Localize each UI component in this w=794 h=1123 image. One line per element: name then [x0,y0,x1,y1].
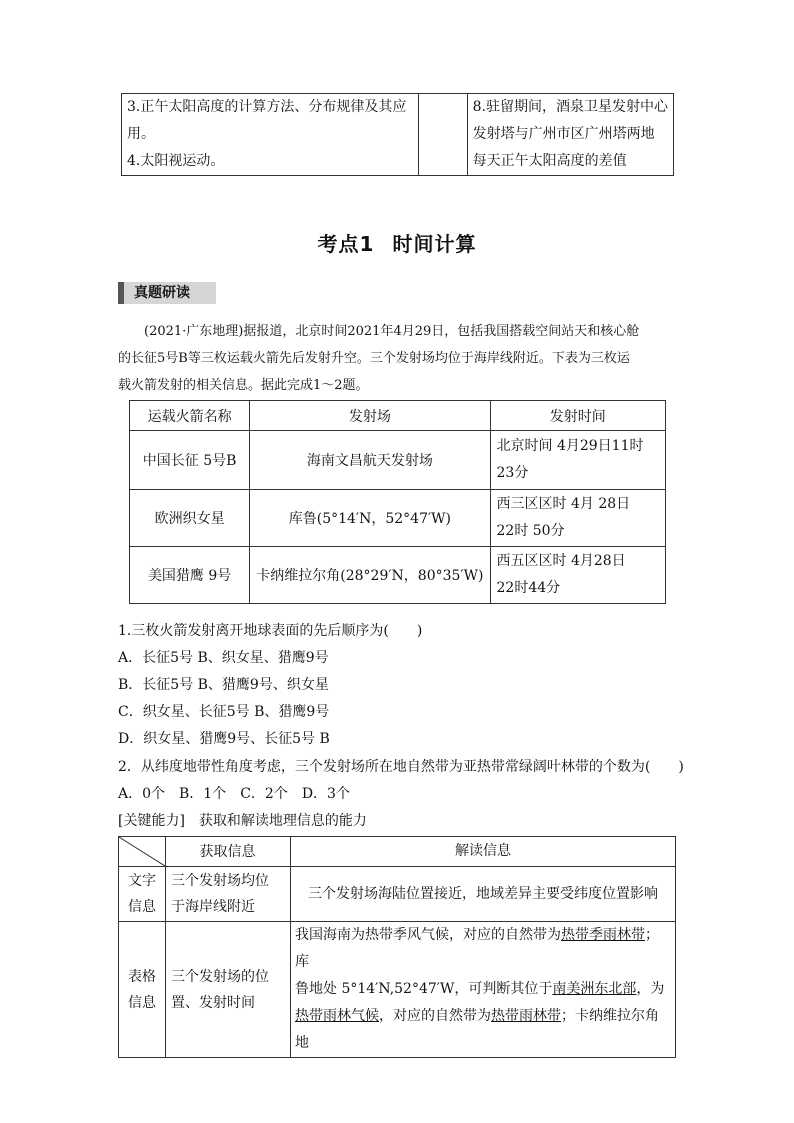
top-table-cell-right [467,94,673,176]
question-2: 2．从纬度地带性角度考虑，三个发射场所在地自然带为亚热带常绿阔叶林带的个数为( ) [118,759,684,775]
row-get-info [166,922,291,1058]
read-text: ，对应的自然带为 [379,1008,491,1024]
launch-time-line: 22时44分 [496,580,561,596]
top-cell-line: 3.正午太阳高度的计算方法、分布规律及其应 [127,99,407,115]
intro-paragraph [118,318,678,399]
rocket-name: 中国长征 5号B [130,431,250,490]
header-rocket-name: 运载火箭名称 [130,401,250,431]
launch-time-line: 23分 [496,465,529,481]
row-get-line: 于海岸线附近 [171,899,255,915]
question-1-option-a: A．长征5号 B、织女星、猎鹰9号 [118,650,329,666]
underlined-text: 南美洲东北部 [552,981,637,997]
read-line [295,922,671,976]
launch-time-line: 北京时间 4月29日11时 [496,438,644,454]
table-row [130,490,666,547]
read-line [295,1003,671,1057]
row-get-line: 三个发射场均位 [171,873,269,889]
row-get-info [166,867,291,922]
row-key [119,867,166,922]
launch-site: 库鲁(5°14′N，52°47′W) [250,490,490,547]
ability-table [118,836,676,1058]
diagonal-line [119,837,165,866]
header-launch-time: 发射时间 [490,401,665,431]
row-key-line: 信息 [128,994,156,1011]
read-text: ；卡纳维拉尔角地 [295,1008,659,1051]
row-get-line: 三个发射场的位 [171,968,269,985]
underlined-text: 热带雨林带 [491,1008,561,1024]
table-row [130,431,666,490]
section-banner: 真题研读 [118,282,216,304]
intro-line: 的长征5号B等三枚运载火箭先后发射升空。三个发射场均位于海岸线附近。下表为三枚运 [118,351,630,366]
ability-row [119,867,676,922]
ability-header-row [119,837,676,867]
question-1: 1.三枚火箭发射离开地球表面的先后顺序为( ) [118,623,423,639]
header-read-info: 解读信息 [291,837,676,867]
ability-row [119,922,676,1058]
rocket-name: 美国猎鹰 9号 [130,547,250,604]
top-cell-line: 8.驻留期间，酒泉卫星发射中心 [472,99,668,115]
launch-info-table [129,400,666,604]
top-cell-line: 发射塔与广州市区广州塔两地 [472,126,655,142]
section-title [0,228,794,257]
top-table [121,93,674,176]
question-2-options: A．0个 B．1个 C．2个 D．3个 [118,786,350,802]
read-text: ；库 [295,927,659,970]
launch-time [490,547,665,604]
launch-time-line: 22时 50分 [496,523,565,539]
header-get-info: 获取信息 [166,837,291,867]
underlined-text: 热带季雨林带 [561,927,645,943]
read-text: ，为 [636,981,665,997]
row-read-info [291,922,676,1058]
launch-time-line: 西五区区时 4月28日 [496,553,626,569]
launch-time [490,431,665,490]
diagonal-header-cell [119,837,166,867]
question-1-option-d: D．织女星、猎鹰9号、长征5号 B [118,731,330,747]
row-read-info: 三个发射场海陆位置接近，地域差异主要受纬度位置影响 [291,867,676,922]
read-text: 鲁地处 5°14′N,52°47′W，可判断其位于 [295,981,553,997]
underlined-text: 热带雨林气候 [295,1008,379,1024]
top-cell-line: 4.太阳视运动。 [127,153,225,169]
top-table-row [122,94,674,176]
intro-line: (2021·广东地理)据报道，北京时间2021年4月29日，包括我国搭载空间站天和核心舱 [144,324,640,339]
intro-line: 载火箭发射的相关信息。据此完成1～2题。 [118,378,369,393]
row-get-line: 置、发射时间 [171,994,255,1011]
launch-site: 卡纳维拉尔角(28°29′N，80°35′W) [250,547,490,604]
section-title-text: 时间计算 [392,232,477,256]
row-key-line: 文字 [128,873,156,889]
top-cell-line: 用。 [127,126,155,142]
row-key-line: 表格 [128,968,156,985]
row-key-line: 信息 [128,899,156,915]
launch-site: 海南文昌航天发射场 [250,431,490,490]
read-text: 我国海南为热带季风气候，对应的自然带为 [295,927,561,943]
table-row [130,547,666,604]
question-1-option-c: C．织女星、长征5号 B、猎鹰9号 [118,704,330,720]
top-cell-line: 每天正午太阳高度的差值 [472,153,627,169]
launch-time-line: 西三区区时 4月 28日 [496,496,631,512]
section-title-number: 考点1 [317,232,375,256]
top-table-cell-left [122,94,419,176]
table-header-row [130,401,666,431]
header-launch-site: 发射场 [250,401,490,431]
read-line [295,976,671,1003]
top-table-cell-middle [418,94,467,176]
question-1-option-b: B．长征5号 B、猎鹰9号、织女星 [118,677,329,693]
rocket-name: 欧洲织女星 [130,490,250,547]
launch-time [490,490,665,547]
key-ability-label: [关键能力] 获取和解读地理信息的能力 [118,813,367,829]
row-key [119,922,166,1058]
